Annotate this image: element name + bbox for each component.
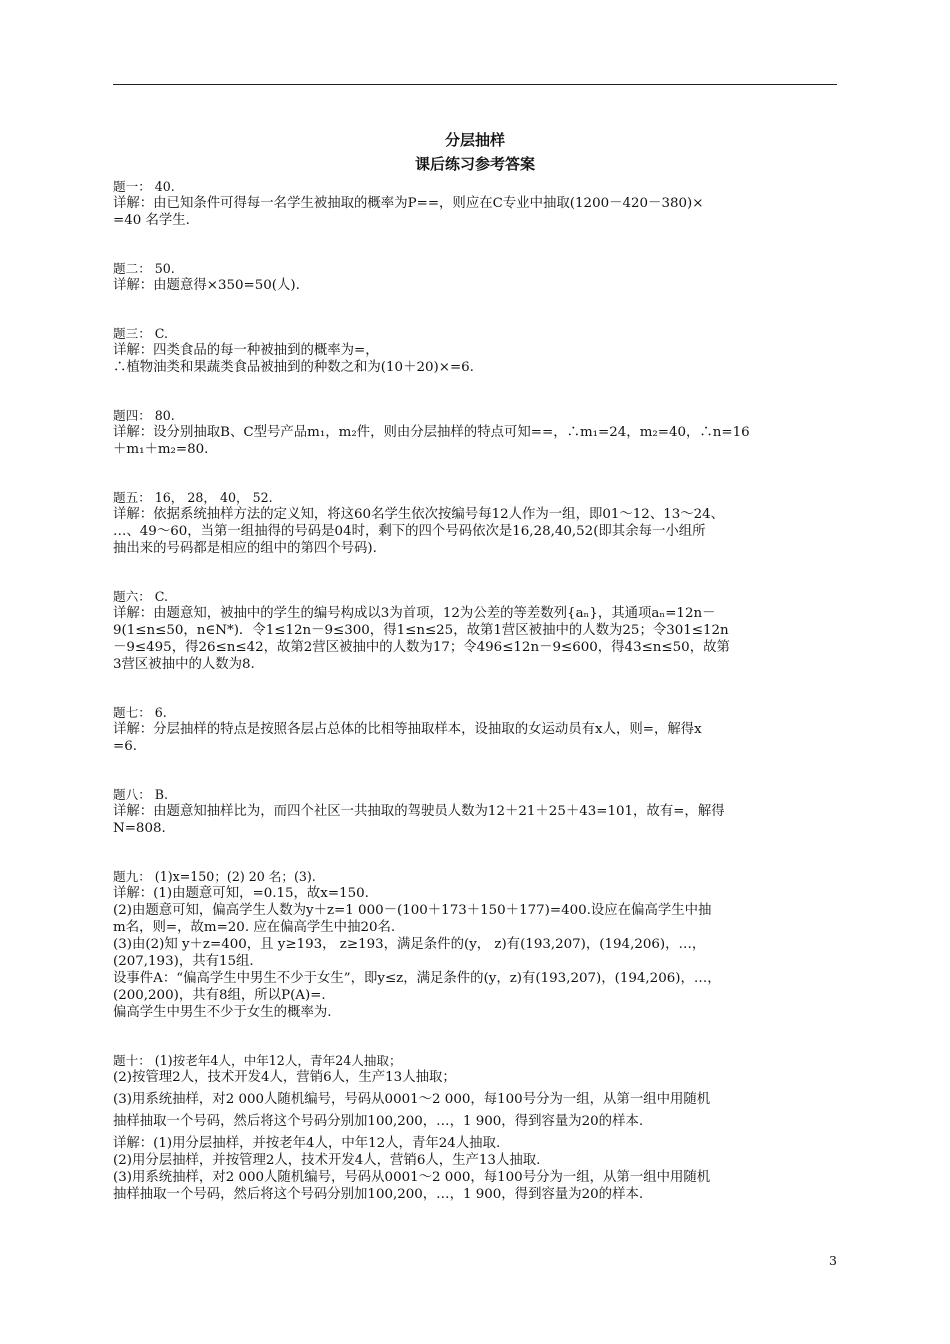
- detail-line: 详解：由题意知抽样比为，而四个社区一共抽取的驾驶员人数为12＋21＋25＋43=101，故有=，解得: [113, 804, 725, 819]
- detail-line: m名，则=，故m=20. 应在偏高学生中抽20名.: [113, 920, 396, 935]
- answer-line: 题十： (1)按老年4人，中年12人，青年24人抽取；: [113, 1053, 402, 1068]
- answer-line: 题一： 40.: [113, 179, 175, 194]
- detail-line: 设事件A：“偏高学生中男生不少于女生”，即y≤z，满足条件的(y，z)有(193,207)，(194,206)，…，: [113, 971, 721, 986]
- detail-line: －9≤495，得26≤n≤42，故第2营区被抽中的人数为17；令496≤12n－9≤600，得43≤n≤50，故第: [113, 640, 730, 655]
- detail-line: 抽出来的号码都是相应的组中的第四个号码).: [113, 541, 377, 556]
- question-block: [113, 588, 837, 673]
- detail-line: 详解：(1)由题意可知，=0.15，故x=150.: [113, 886, 369, 901]
- detail-line: (2)由题意可知，偏高学生人数为y＋z=1 000－(100＋173＋150＋177)=400.设应在偏高学生中抽: [113, 903, 712, 918]
- answer-line: 题八： B.: [113, 787, 169, 802]
- detail-line: (3)用系统抽样，对2 000人随机编号，号码从0001～2 000，每100号分为一组，从第一组中用随机: [113, 1092, 711, 1107]
- question-block: [113, 178, 837, 229]
- question-block: [113, 325, 837, 376]
- detail-line: ∴植物油类和果蔬类食品被抽到的种数之和为(10＋20)×=6.: [113, 360, 474, 375]
- question-block: [113, 260, 837, 294]
- page-number: 3: [829, 1253, 837, 1268]
- detail-line: 9(1≤n≤50，n∈N*)．令1≤12n－9≤300，得1≤n≤25，故第1营区被抽中的人数为25；令301≤12n: [113, 623, 729, 638]
- detail-line: =6.: [113, 739, 137, 754]
- question-block: [113, 868, 837, 1021]
- question-block: [113, 786, 837, 837]
- detail-line: 详解：设分别抽取B、C型号产品m₁，m₂件，则由分层抽样的特点可知==，∴m₁=24，m₂=40，∴n=16: [113, 425, 750, 440]
- detail-line: N=808.: [113, 821, 166, 836]
- detail-line: (3)用系统抽样，对2 000人随机编号，号码从0001～2 000，每100号分为一组，从第一组中用随机: [113, 1170, 711, 1185]
- detail-line: =40 名学生.: [113, 213, 190, 228]
- detail-line: 偏高学生中男生不少于女生的概率为.: [113, 1005, 332, 1020]
- detail-line: ＋m₁＋m₂=80.: [113, 442, 209, 457]
- detail-line: 详解：依据系统抽样方法的定义知，将这60名学生依次按编号每12人作为一组，即01～12、13～24、: [113, 507, 725, 522]
- detail-line: (2)按管理2人，技术开发4人，营销6人，生产13人抽取；: [113, 1070, 456, 1085]
- title-block: [0, 128, 950, 176]
- answers-list: [113, 178, 837, 1234]
- question-block: [113, 489, 837, 557]
- detail-line: 详解：四类食品的每一种被抽到的概率为=，: [113, 343, 379, 358]
- detail-line: 3营区被抽中的人数为8.: [113, 657, 255, 672]
- detail-line: 详解：由题意知，被抽中的学生的编号构成以3为首项，12为公差的等差数列{aₙ}，其通项aₙ=12n－: [113, 606, 716, 621]
- detail-line: 详解：由已知条件可得每一名学生被抽取的概率为P==，则应在C专业中抽取(1200－420－380)×: [113, 196, 704, 211]
- detail-line: 详解：由题意得×350=50(人).: [113, 278, 300, 293]
- question-block: [113, 1052, 837, 1203]
- detail-line: 详解：分层抽样的特点是按照各层占总体的比相等抽取样本，设抽取的女运动员有x人，则=，解得x: [113, 722, 702, 737]
- detail-line: 抽样抽取一个号码，然后将这个号码分别加100,200，…，1 900，得到容量为20的样本.: [113, 1187, 644, 1202]
- detail-line: 详解：(1)用分层抽样，并按老年4人，中年12人，青年24人抽取.: [113, 1136, 501, 1151]
- answer-line: 题三： C.: [113, 326, 168, 341]
- answer-line: 题五： 16， 28， 40， 52.: [113, 490, 273, 505]
- page-subtitle: 课后练习参考答案: [414, 155, 535, 173]
- detail-line: 抽样抽取一个号码，然后将这个号码分别加100,200，…，1 900，得到容量为20的样本.: [113, 1114, 644, 1129]
- question-block: [113, 704, 837, 755]
- detail-line: (207,193)，共有15组.: [113, 954, 254, 969]
- header-rule: [113, 84, 837, 85]
- answer-line: 题四： 80.: [113, 408, 175, 423]
- answer-line: 题七： 6.: [113, 705, 167, 720]
- page-title: 分层抽样: [444, 131, 505, 149]
- detail-line: …、49～60，当第一组抽得的号码是04时，剩下的四个号码依次是16,28,40,52(即其余每一小组所: [113, 524, 706, 539]
- answer-line: 题二： 50.: [113, 261, 175, 276]
- answer-line: 题六： C.: [113, 589, 168, 604]
- detail-line: (200,200)，共有8组，所以P(A)=.: [113, 988, 326, 1003]
- answer-line: 题九： (1)x=150；(2) 20 名；(3).: [113, 869, 316, 884]
- detail-line: (2)用分层抽样，并按管理2人，技术开发4人，营销6人，生产13人抽取.: [113, 1153, 541, 1168]
- question-block: [113, 407, 837, 458]
- detail-line: (3)由(2)知 y＋z=400，且 y≥193， z≥193，满足条件的(y， z)有(193,207)，(194,206)，…，: [113, 937, 706, 952]
